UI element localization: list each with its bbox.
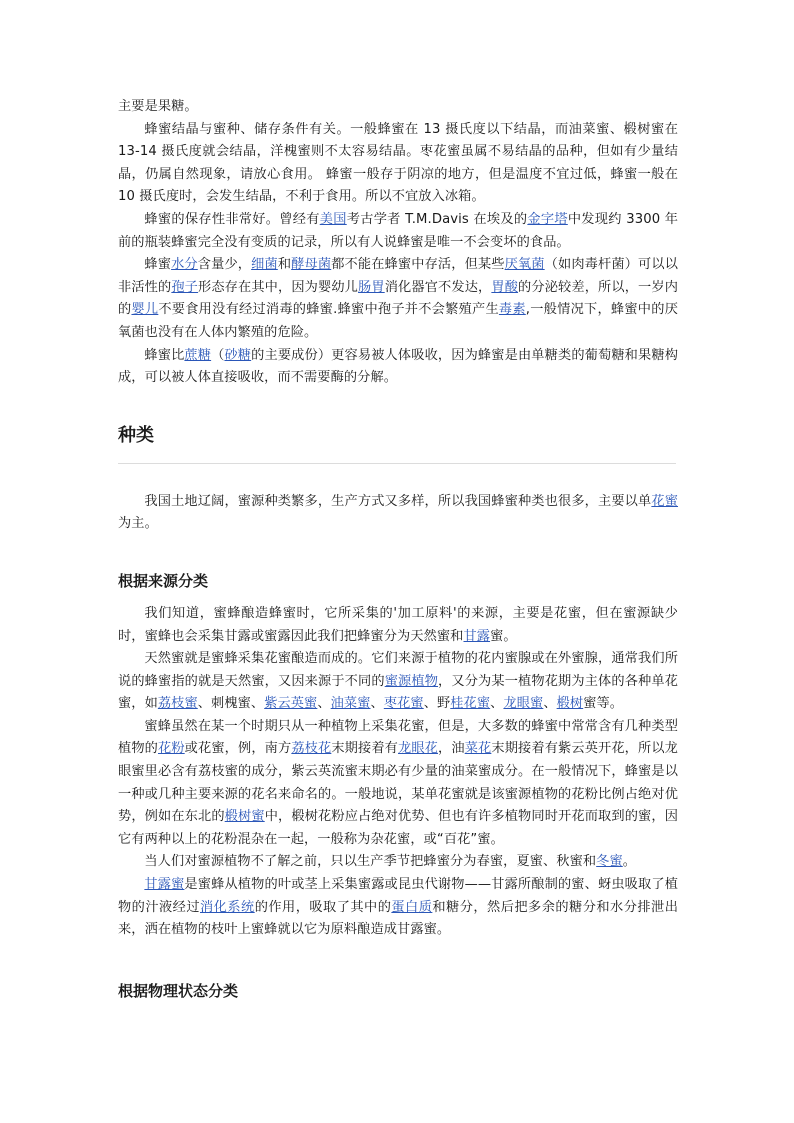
paragraph-natural-honey bbox=[118, 648, 678, 716]
text: 中，椴树花粉应占绝对优势、但也有许多植物同时开花而取到的蜜，因它有两种以上的花粉混杂在一起，一般称为杂花蜜，或“百花”蜜。 bbox=[118, 809, 678, 847]
heading-by-physical-state: 根据物理状态分类 bbox=[118, 981, 239, 1000]
paragraph-seasons bbox=[118, 851, 678, 874]
text: ，又分为某一植物花期为主体的各种单花蜜，如 bbox=[118, 673, 678, 712]
text: 蜜蜂虽然在某一个时期只从一种植物上采集花蜜，但是，大多数的蜂蜜中常常含有几种类型植物的 bbox=[118, 718, 678, 757]
link-linden[interactable]: 椴树 bbox=[556, 696, 584, 712]
text: 中发现约 3300 年前的瓶装蜂蜜完全没有变质的记录，所以有人说蜂蜜是唯一不会变坏的食品。 bbox=[118, 211, 678, 250]
text: 、刺槐蜜、 bbox=[197, 696, 265, 712]
text: 主要是果糖。 bbox=[118, 99, 198, 114]
link-sucrose[interactable]: 蔗糖 bbox=[184, 347, 212, 363]
text: 、野 bbox=[423, 696, 451, 712]
paragraph-sugar bbox=[118, 345, 678, 390]
text: 或花蜜，例，南方 bbox=[184, 741, 292, 757]
text: （ bbox=[211, 347, 225, 363]
link-nectar[interactable]: 花蜜 bbox=[651, 493, 679, 509]
paragraph-honeydew bbox=[118, 874, 678, 942]
text: ，油 bbox=[438, 741, 465, 757]
text: 。 bbox=[622, 854, 637, 870]
paragraph-bacteria bbox=[118, 254, 678, 344]
text: 不要食用没有经过消毒的蜂蜜.蜂蜜中孢子并不会繁殖产生 bbox=[158, 302, 499, 318]
link-longan-honey[interactable]: 龙眼蜜 bbox=[503, 696, 544, 712]
link-lychee-flower[interactable]: 荔枝花 bbox=[291, 741, 332, 757]
text: 我们知道，蜜蜂酿造蜂蜜时，它所采集的'加工原料'的来源，主要是花蜜，但在蜜源缺少时，蜜蜂也会采集甘露或蜜露因此我们把蜂蜜分为天然蜜和 bbox=[118, 605, 678, 644]
text: ,一般情况下，蜂蜜中的厌氧菌也没有在人体内繁殖的危险。 bbox=[118, 302, 678, 340]
paragraph-source-intro bbox=[118, 603, 678, 648]
text: 末期接着有 bbox=[331, 741, 399, 757]
text: 蜂蜜的保存性非常好。曾经有 bbox=[144, 211, 320, 227]
link-protein[interactable]: 蛋白质 bbox=[391, 899, 433, 915]
text: 和 bbox=[277, 257, 292, 273]
heading-types: 种类 bbox=[118, 424, 154, 446]
paragraph-types-intro bbox=[118, 491, 678, 536]
link-pyramid[interactable]: 金字塔 bbox=[527, 211, 568, 227]
text: 我国土地辽阔，蜜源种类繁多，生产方式又多样，所以我国蜂蜜种类也很多，主要以单 bbox=[144, 493, 652, 509]
link-winter-honey[interactable]: 冬蜜 bbox=[596, 854, 623, 870]
text: 天然蜜就是蜜蜂采集花蜜酿造而成的。它们来源于植物的花内蜜腺或在外蜜腺，通常我们所说的蜂蜜指的就是天然蜜，又因来源于不同的 bbox=[118, 651, 678, 689]
text: 为主。 bbox=[118, 516, 158, 532]
heading-by-source: 根据来源分类 bbox=[118, 571, 209, 590]
text: 、 bbox=[317, 696, 331, 712]
link-lychee-honey[interactable]: 荔枝蜜 bbox=[157, 696, 198, 712]
link-pollen[interactable]: 花粉 bbox=[158, 741, 185, 757]
link-rape-flower[interactable]: 菜花 bbox=[464, 741, 492, 757]
document-body bbox=[118, 96, 678, 1001]
link-anaerobe[interactable]: 厌氧菌 bbox=[504, 257, 545, 273]
text: 、 bbox=[490, 696, 504, 712]
text: 、 bbox=[370, 696, 384, 712]
text: 蜜等。 bbox=[583, 696, 624, 712]
link-water[interactable]: 水分 bbox=[171, 257, 198, 273]
link-usa[interactable]: 美国 bbox=[319, 211, 347, 227]
text: 消化器官不发达， bbox=[384, 279, 492, 295]
link-bacteria[interactable]: 细菌 bbox=[251, 257, 278, 273]
link-spore[interactable]: 孢子 bbox=[171, 279, 199, 295]
text: 都不能在蜂蜜中存活，但某些 bbox=[331, 257, 505, 273]
text: 含量少， bbox=[197, 257, 252, 273]
text: （如肉毒杆菌）可以以非活性的 bbox=[118, 257, 679, 295]
link-granulated-sugar[interactable]: 砂糖 bbox=[224, 347, 252, 363]
link-gut[interactable]: 肠胃 bbox=[358, 279, 385, 295]
link-nectar-plant[interactable]: 蜜源植物 bbox=[384, 673, 439, 689]
link-honeydew-honey[interactable]: 甘露蜜 bbox=[144, 877, 185, 893]
text: 、 bbox=[543, 696, 557, 712]
paragraph-fructose bbox=[118, 96, 678, 119]
text: 的主要成份）更容易被人体吸收，因为蜂蜜是由单糖类的葡萄糖和果糖构成，可以被人体直接吸收，而不需要酶的分解。 bbox=[118, 347, 678, 386]
link-linden-honey[interactable]: 椴树蜜 bbox=[224, 809, 265, 825]
text: 当人们对蜜源植物不了解之前，只以生产季节把蜂蜜分为春蜜，夏蜜、秋蜜和 bbox=[144, 854, 597, 870]
link-toxin[interactable]: 毒素 bbox=[498, 302, 526, 318]
link-yeast[interactable]: 酵母菌 bbox=[291, 257, 332, 273]
text: 考古学者 T.M.Davis 在埃及的 bbox=[346, 211, 528, 227]
text: 的分泌较差，所以，一岁内的 bbox=[118, 279, 679, 318]
paragraph-mixed-pollen bbox=[118, 716, 678, 852]
text: 和糖分，然后把多余的糖分和水分排泄出来，洒在植物的枝叶上蜜蜂就以它为原料酿造成甘露蜜。 bbox=[118, 899, 678, 938]
link-infant[interactable]: 婴儿 bbox=[131, 302, 159, 318]
text: 蜂蜜比 bbox=[144, 347, 185, 363]
link-milkvetch-honey[interactable]: 紫云英蜜 bbox=[264, 696, 318, 712]
paragraph-preservation bbox=[118, 209, 678, 254]
link-jujube-honey[interactable]: 枣花蜜 bbox=[383, 696, 424, 712]
text: 形态存在其中，因为婴幼儿 bbox=[198, 279, 359, 295]
text: 蜂蜜 bbox=[144, 257, 172, 273]
text: 蜜。 bbox=[490, 628, 517, 644]
text: 是蜜蜂从植物的叶或茎上采集蜜露或昆虫代谢物——甘露所酿制的蜜、蚜虫吸取了植物的汁液经过 bbox=[118, 877, 678, 915]
link-gastric-acid[interactable]: 胃酸 bbox=[491, 279, 519, 295]
link-honeydew[interactable]: 甘露 bbox=[463, 628, 491, 644]
text: 的作用，吸取了其中的 bbox=[254, 899, 392, 915]
link-longan-flower[interactable]: 龙眼花 bbox=[398, 741, 439, 757]
link-osmanthus-honey[interactable]: 桂花蜜 bbox=[450, 696, 491, 712]
link-digestive-system[interactable]: 消化系统 bbox=[200, 899, 255, 915]
text: 末期接着有紫云英开花，所以龙眼蜜里必含有荔枝蜜的成分，紫云英流蜜末期必有少量的油菜蜜成分。在一般情况下，蜂蜜是以一种或几种主要来源的花名来命名的。一般地说，某单花蜜就是该蜜源植物的花粉比例占绝对优势，例如在东北的 bbox=[118, 741, 678, 825]
link-rapeseed-honey[interactable]: 油菜蜜 bbox=[330, 696, 371, 712]
text: 蜂蜜结晶与蜜种、储存条件有关。一般蜂蜜在 13 摄氏度以下结晶，而油菜蜜、椴树蜜在 13-14 摄氏度就会结晶，洋槐蜜则不太容易结晶。枣花蜜虽属不易结晶的品种，但如有少量结晶，仍属自然现象，请放心食用。 蜂蜜一般存于阴凉的地方，但是温度不宜过低，蜂蜜一般在 10 摄氏度时，会发生结晶，不利于食用。所以不宜放入冰箱。 bbox=[118, 121, 678, 205]
paragraph-crystallization bbox=[118, 119, 678, 209]
